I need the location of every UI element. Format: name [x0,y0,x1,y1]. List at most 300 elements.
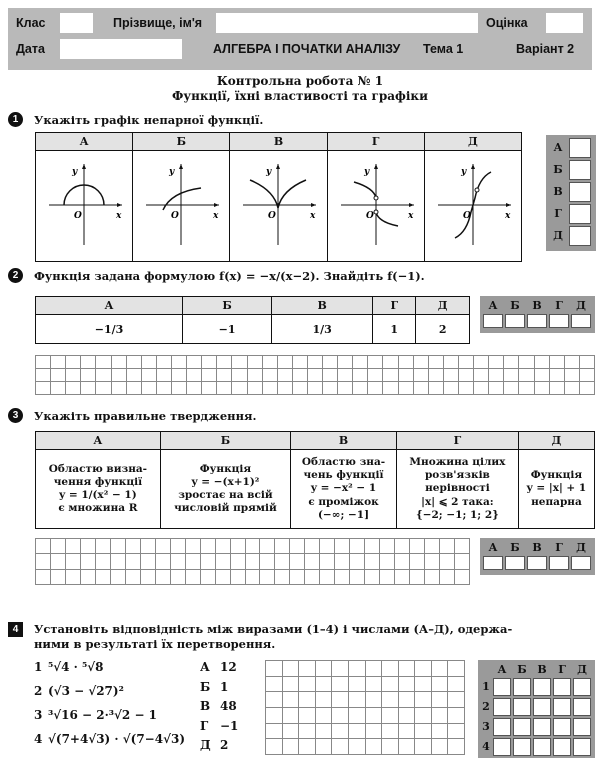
grid-cell[interactable] [127,382,142,395]
grid-cell[interactable] [383,356,398,369]
grid-cell[interactable] [349,708,366,724]
grid-cell[interactable] [519,369,534,382]
grid-cell[interactable] [415,661,432,677]
grid-cell[interactable] [186,570,201,585]
grid-cell[interactable] [156,570,171,585]
name-field[interactable] [216,13,478,33]
answer-cell[interactable] [573,738,591,756]
answer-option[interactable]: −1 [183,315,272,344]
grid-cell[interactable] [365,570,380,585]
grid-cell[interactable] [383,382,398,395]
grid-cell[interactable] [66,570,81,585]
grid-cell[interactable] [519,356,534,369]
grid-cell[interactable] [51,369,66,382]
grid-cell[interactable] [187,356,202,369]
grid-cell[interactable] [36,539,51,554]
grid-cell[interactable] [395,570,410,585]
grid-cell[interactable] [290,539,305,554]
grid-cell[interactable] [366,739,383,755]
grid-cell[interactable] [580,382,595,395]
grid-cell[interactable] [448,661,465,677]
grid-cell[interactable] [415,677,432,693]
grid-cell[interactable] [455,570,470,585]
grid-cell[interactable] [349,692,366,708]
grid-cell[interactable] [415,708,432,724]
grid-cell[interactable] [299,739,316,755]
grid-cell[interactable] [399,356,414,369]
grid-cell[interactable] [440,570,455,585]
answer-cell[interactable] [571,556,591,570]
answer-cell[interactable] [573,698,591,716]
grid-cell[interactable] [157,356,172,369]
draft-grid[interactable] [35,355,595,395]
grid-cell[interactable] [350,554,365,569]
grid-cell[interactable] [429,356,444,369]
grid-cell[interactable] [459,356,474,369]
grid-cell[interactable] [142,369,157,382]
grid-cell[interactable] [350,570,365,585]
grid-cell[interactable] [535,369,550,382]
grid-cell[interactable] [415,724,432,740]
grid-cell[interactable] [290,570,305,585]
grid-cell[interactable] [126,570,141,585]
grid-cell[interactable] [429,382,444,395]
grid-cell[interactable] [217,382,232,395]
grid-cell[interactable] [266,677,283,693]
grid-cell[interactable] [36,356,51,369]
grid-cell[interactable] [231,554,246,569]
graph-option[interactable] [36,151,133,262]
grid-cell[interactable] [278,356,293,369]
grid-cell[interactable] [316,739,333,755]
grid-cell[interactable] [36,382,51,395]
graph-option[interactable] [230,151,327,262]
grid-cell[interactable] [201,570,216,585]
statement-option[interactable] [518,450,594,529]
answer-cell[interactable] [483,556,503,570]
grid-cell[interactable] [275,539,290,554]
grid-cell[interactable] [382,677,399,693]
grid-cell[interactable] [368,369,383,382]
grid-cell[interactable] [380,554,395,569]
grid-cell[interactable] [432,708,449,724]
grid-cell[interactable] [266,661,283,677]
answer-cell[interactable] [533,678,551,696]
grid-cell[interactable] [305,570,320,585]
grid-cell[interactable] [126,554,141,569]
grid-cell[interactable] [172,382,187,395]
grid-cell[interactable] [474,356,489,369]
grid-cell[interactable] [395,539,410,554]
grid-cell[interactable] [535,382,550,395]
grid-cell[interactable] [216,570,231,585]
grid-cell[interactable] [171,570,186,585]
answer-cell[interactable] [505,314,525,328]
grid-cell[interactable] [432,739,449,755]
grid-cell[interactable] [51,570,66,585]
grid-cell[interactable] [186,539,201,554]
grid-cell[interactable] [320,570,335,585]
grid-cell[interactable] [349,724,366,740]
grid-cell[interactable] [550,382,565,395]
grid-cell[interactable] [332,739,349,755]
grid-cell[interactable] [142,356,157,369]
grid-cell[interactable] [111,539,126,554]
grid-cell[interactable] [231,570,246,585]
answer-cell[interactable] [569,182,591,202]
graph-option[interactable] [424,151,521,262]
grid-cell[interactable] [81,369,96,382]
grid-cell[interactable] [382,724,399,740]
grid-cell[interactable] [111,554,126,569]
answer-cell[interactable] [493,698,511,716]
grid-cell[interactable] [248,382,263,395]
answer-cell[interactable] [553,678,571,696]
grid-cell[interactable] [448,724,465,740]
grid-cell[interactable] [365,539,380,554]
answer-cell[interactable] [571,314,591,328]
grid-cell[interactable] [81,539,96,554]
grid-cell[interactable] [293,369,308,382]
grid-cell[interactable] [440,539,455,554]
grid-cell[interactable] [448,739,465,755]
answer-cell[interactable] [569,138,591,158]
answer-cell[interactable] [573,678,591,696]
statement-option[interactable] [396,450,518,529]
grid-cell[interactable] [489,356,504,369]
grid-cell[interactable] [323,356,338,369]
grid-cell[interactable] [353,382,368,395]
grid-cell[interactable] [399,677,416,693]
statement-option[interactable] [291,450,397,529]
grid-cell[interactable] [519,382,534,395]
grid-cell[interactable] [504,369,519,382]
grid-cell[interactable] [320,539,335,554]
grid-cell[interactable] [66,382,81,395]
grid-cell[interactable] [260,570,275,585]
answer-cell[interactable] [505,556,525,570]
grid-cell[interactable] [299,677,316,693]
grid-cell[interactable] [323,369,338,382]
grid-cell[interactable] [231,539,246,554]
grid-cell[interactable] [111,570,126,585]
grid-cell[interactable] [305,554,320,569]
answer-cell[interactable] [513,738,531,756]
grid-cell[interactable] [202,356,217,369]
grid-cell[interactable] [260,539,275,554]
grid-cell[interactable] [293,356,308,369]
grid-cell[interactable] [410,539,425,554]
grid-cell[interactable] [414,382,429,395]
answer-cell[interactable] [493,678,511,696]
grid-cell[interactable] [366,692,383,708]
grid-cell[interactable] [448,708,465,724]
answer-option[interactable]: −1/3 [36,315,183,344]
grid-cell[interactable] [335,554,350,569]
grid-cell[interactable] [260,554,275,569]
grid-cell[interactable] [127,369,142,382]
grid-cell[interactable] [156,539,171,554]
grid-cell[interactable] [275,570,290,585]
grid-cell[interactable] [399,692,416,708]
grid-cell[interactable] [366,724,383,740]
grid-cell[interactable] [410,570,425,585]
grid-cell[interactable] [187,369,202,382]
grid-cell[interactable] [474,382,489,395]
grid-cell[interactable] [415,739,432,755]
grid-cell[interactable] [440,554,455,569]
grid-cell[interactable] [216,539,231,554]
grid-cell[interactable] [141,554,156,569]
answer-cell[interactable] [513,718,531,736]
grid-cell[interactable] [172,356,187,369]
grid-cell[interactable] [332,677,349,693]
grid-cell[interactable] [382,692,399,708]
grid-cell[interactable] [202,369,217,382]
grid-cell[interactable] [283,708,300,724]
grid-cell[interactable] [425,570,440,585]
grid-cell[interactable] [299,708,316,724]
grid-cell[interactable] [448,677,465,693]
grid-cell[interactable] [246,570,261,585]
grid-cell[interactable] [290,554,305,569]
grid-cell[interactable] [263,356,278,369]
grid-cell[interactable] [299,661,316,677]
grid-cell[interactable] [368,382,383,395]
answer-cell[interactable] [553,738,571,756]
grid-cell[interactable] [248,356,263,369]
grid-cell[interactable] [350,539,365,554]
grid-cell[interactable] [36,554,51,569]
grid-cell[interactable] [399,369,414,382]
grid-cell[interactable] [535,356,550,369]
grid-cell[interactable] [232,369,247,382]
grid-cell[interactable] [349,677,366,693]
grid-cell[interactable] [66,539,81,554]
grid-cell[interactable] [320,554,335,569]
grid-cell[interactable] [455,554,470,569]
grid-cell[interactable] [81,554,96,569]
grid-cell[interactable] [432,724,449,740]
grid-cell[interactable] [187,382,202,395]
grid-cell[interactable] [459,382,474,395]
grid-cell[interactable] [232,382,247,395]
grid-cell[interactable] [36,570,51,585]
grid-cell[interactable] [410,554,425,569]
grid-cell[interactable] [51,554,66,569]
grid-cell[interactable] [263,369,278,382]
answer-cell[interactable] [533,698,551,716]
grid-cell[interactable] [201,554,216,569]
grid-cell[interactable] [432,692,449,708]
answer-cell[interactable] [533,738,551,756]
grid-cell[interactable] [266,708,283,724]
grid-cell[interactable] [382,661,399,677]
answer-cell[interactable] [569,226,591,246]
grid-cell[interactable] [383,369,398,382]
answer-cell[interactable] [569,204,591,224]
answer-cell[interactable] [493,718,511,736]
grid-cell[interactable] [127,356,142,369]
grid-cell[interactable] [299,692,316,708]
grid-cell[interactable] [112,369,127,382]
grid-cell[interactable] [335,570,350,585]
grid-cell[interactable] [142,382,157,395]
grid-cell[interactable] [399,724,416,740]
grid-cell[interactable] [66,369,81,382]
grid-cell[interactable] [96,369,111,382]
grid-cell[interactable] [455,539,470,554]
grid-cell[interactable] [444,356,459,369]
answer-cell[interactable] [569,160,591,180]
grid-cell[interactable] [266,692,283,708]
grid-cell[interactable] [66,554,81,569]
statement-option[interactable] [36,450,161,529]
answer-cell[interactable] [573,718,591,736]
grid-cell[interactable] [216,554,231,569]
grid-cell[interactable] [432,661,449,677]
grid-cell[interactable] [323,382,338,395]
grid-cell[interactable] [316,724,333,740]
grid-cell[interactable] [141,570,156,585]
grid-cell[interactable] [172,369,187,382]
grid-cell[interactable] [338,369,353,382]
grid-cell[interactable] [429,369,444,382]
grid-cell[interactable] [308,369,323,382]
answer-cell[interactable] [527,314,547,328]
grid-cell[interactable] [96,554,111,569]
grid-cell[interactable] [399,739,416,755]
grid-cell[interactable] [382,708,399,724]
grid-cell[interactable] [489,369,504,382]
grid-cell[interactable] [368,356,383,369]
grid-cell[interactable] [504,382,519,395]
grid-cell[interactable] [266,724,283,740]
grid-cell[interactable] [444,369,459,382]
grid-cell[interactable] [305,539,320,554]
answer-cell[interactable] [483,314,503,328]
grid-cell[interactable] [335,539,350,554]
grid-cell[interactable] [380,570,395,585]
grid-cell[interactable] [504,356,519,369]
grid-cell[interactable] [171,554,186,569]
grid-cell[interactable] [380,539,395,554]
draft-grid[interactable] [265,660,465,755]
grid-cell[interactable] [283,739,300,755]
grid-cell[interactable] [126,539,141,554]
grid-cell[interactable] [299,724,316,740]
answer-cell[interactable] [533,718,551,736]
statement-option[interactable] [160,450,290,529]
grid-cell[interactable] [171,539,186,554]
grid-cell[interactable] [81,356,96,369]
grid-cell[interactable] [81,570,96,585]
grid-cell[interactable] [293,382,308,395]
answer-cell[interactable] [513,678,531,696]
grid-cell[interactable] [382,739,399,755]
grid-cell[interactable] [565,382,580,395]
grid-cell[interactable] [332,692,349,708]
grid-cell[interactable] [425,539,440,554]
grid-cell[interactable] [278,382,293,395]
answer-cell[interactable] [553,718,571,736]
grid-cell[interactable] [217,356,232,369]
answer-option[interactable]: 1/3 [272,315,373,344]
grid-cell[interactable] [580,369,595,382]
grid-cell[interactable] [474,369,489,382]
grid-cell[interactable] [51,539,66,554]
grid-cell[interactable] [580,356,595,369]
grid-cell[interactable] [332,724,349,740]
grid-cell[interactable] [565,369,580,382]
grid-cell[interactable] [246,554,261,569]
answer-cell[interactable] [493,738,511,756]
draft-grid[interactable] [35,538,470,585]
grid-cell[interactable] [278,369,293,382]
grid-cell[interactable] [399,382,414,395]
grid-cell[interactable] [308,382,323,395]
grid-cell[interactable] [550,369,565,382]
grid-cell[interactable] [395,554,410,569]
grid-cell[interactable] [353,369,368,382]
grid-cell[interactable] [275,554,290,569]
grid-cell[interactable] [425,554,440,569]
answer-cell[interactable] [527,556,547,570]
answer-option[interactable]: 1 [373,315,416,344]
grid-cell[interactable] [202,382,217,395]
answer-option[interactable]: 2 [416,315,470,344]
grid-cell[interactable] [489,382,504,395]
grid-cell[interactable] [432,677,449,693]
grid-cell[interactable] [338,382,353,395]
grid-cell[interactable] [415,692,432,708]
grid-cell[interactable] [141,539,156,554]
grid-cell[interactable] [353,356,368,369]
grid-cell[interactable] [338,356,353,369]
grid-cell[interactable] [550,356,565,369]
grid-cell[interactable] [232,356,247,369]
grid-cell[interactable] [365,554,380,569]
grid-cell[interactable] [263,382,278,395]
grid-cell[interactable] [157,382,172,395]
grid-cell[interactable] [399,708,416,724]
grid-cell[interactable] [459,369,474,382]
answer-cell[interactable] [553,698,571,716]
grid-cell[interactable] [283,692,300,708]
grid-cell[interactable] [366,661,383,677]
grid-cell[interactable] [96,570,111,585]
grid-cell[interactable] [565,356,580,369]
grid-cell[interactable] [186,554,201,569]
grid-cell[interactable] [349,661,366,677]
grid-cell[interactable] [51,382,66,395]
grid-cell[interactable] [444,382,459,395]
grid-cell[interactable] [283,677,300,693]
class-field[interactable] [60,13,93,33]
grade-field[interactable] [546,13,583,33]
grid-cell[interactable] [332,708,349,724]
grid-cell[interactable] [96,356,111,369]
grid-cell[interactable] [366,708,383,724]
grid-cell[interactable] [51,356,66,369]
grid-cell[interactable] [316,692,333,708]
graph-option[interactable] [327,151,424,262]
grid-cell[interactable] [283,661,300,677]
grid-cell[interactable] [36,369,51,382]
grid-cell[interactable] [266,739,283,755]
answer-cell[interactable] [549,556,569,570]
grid-cell[interactable] [332,661,349,677]
